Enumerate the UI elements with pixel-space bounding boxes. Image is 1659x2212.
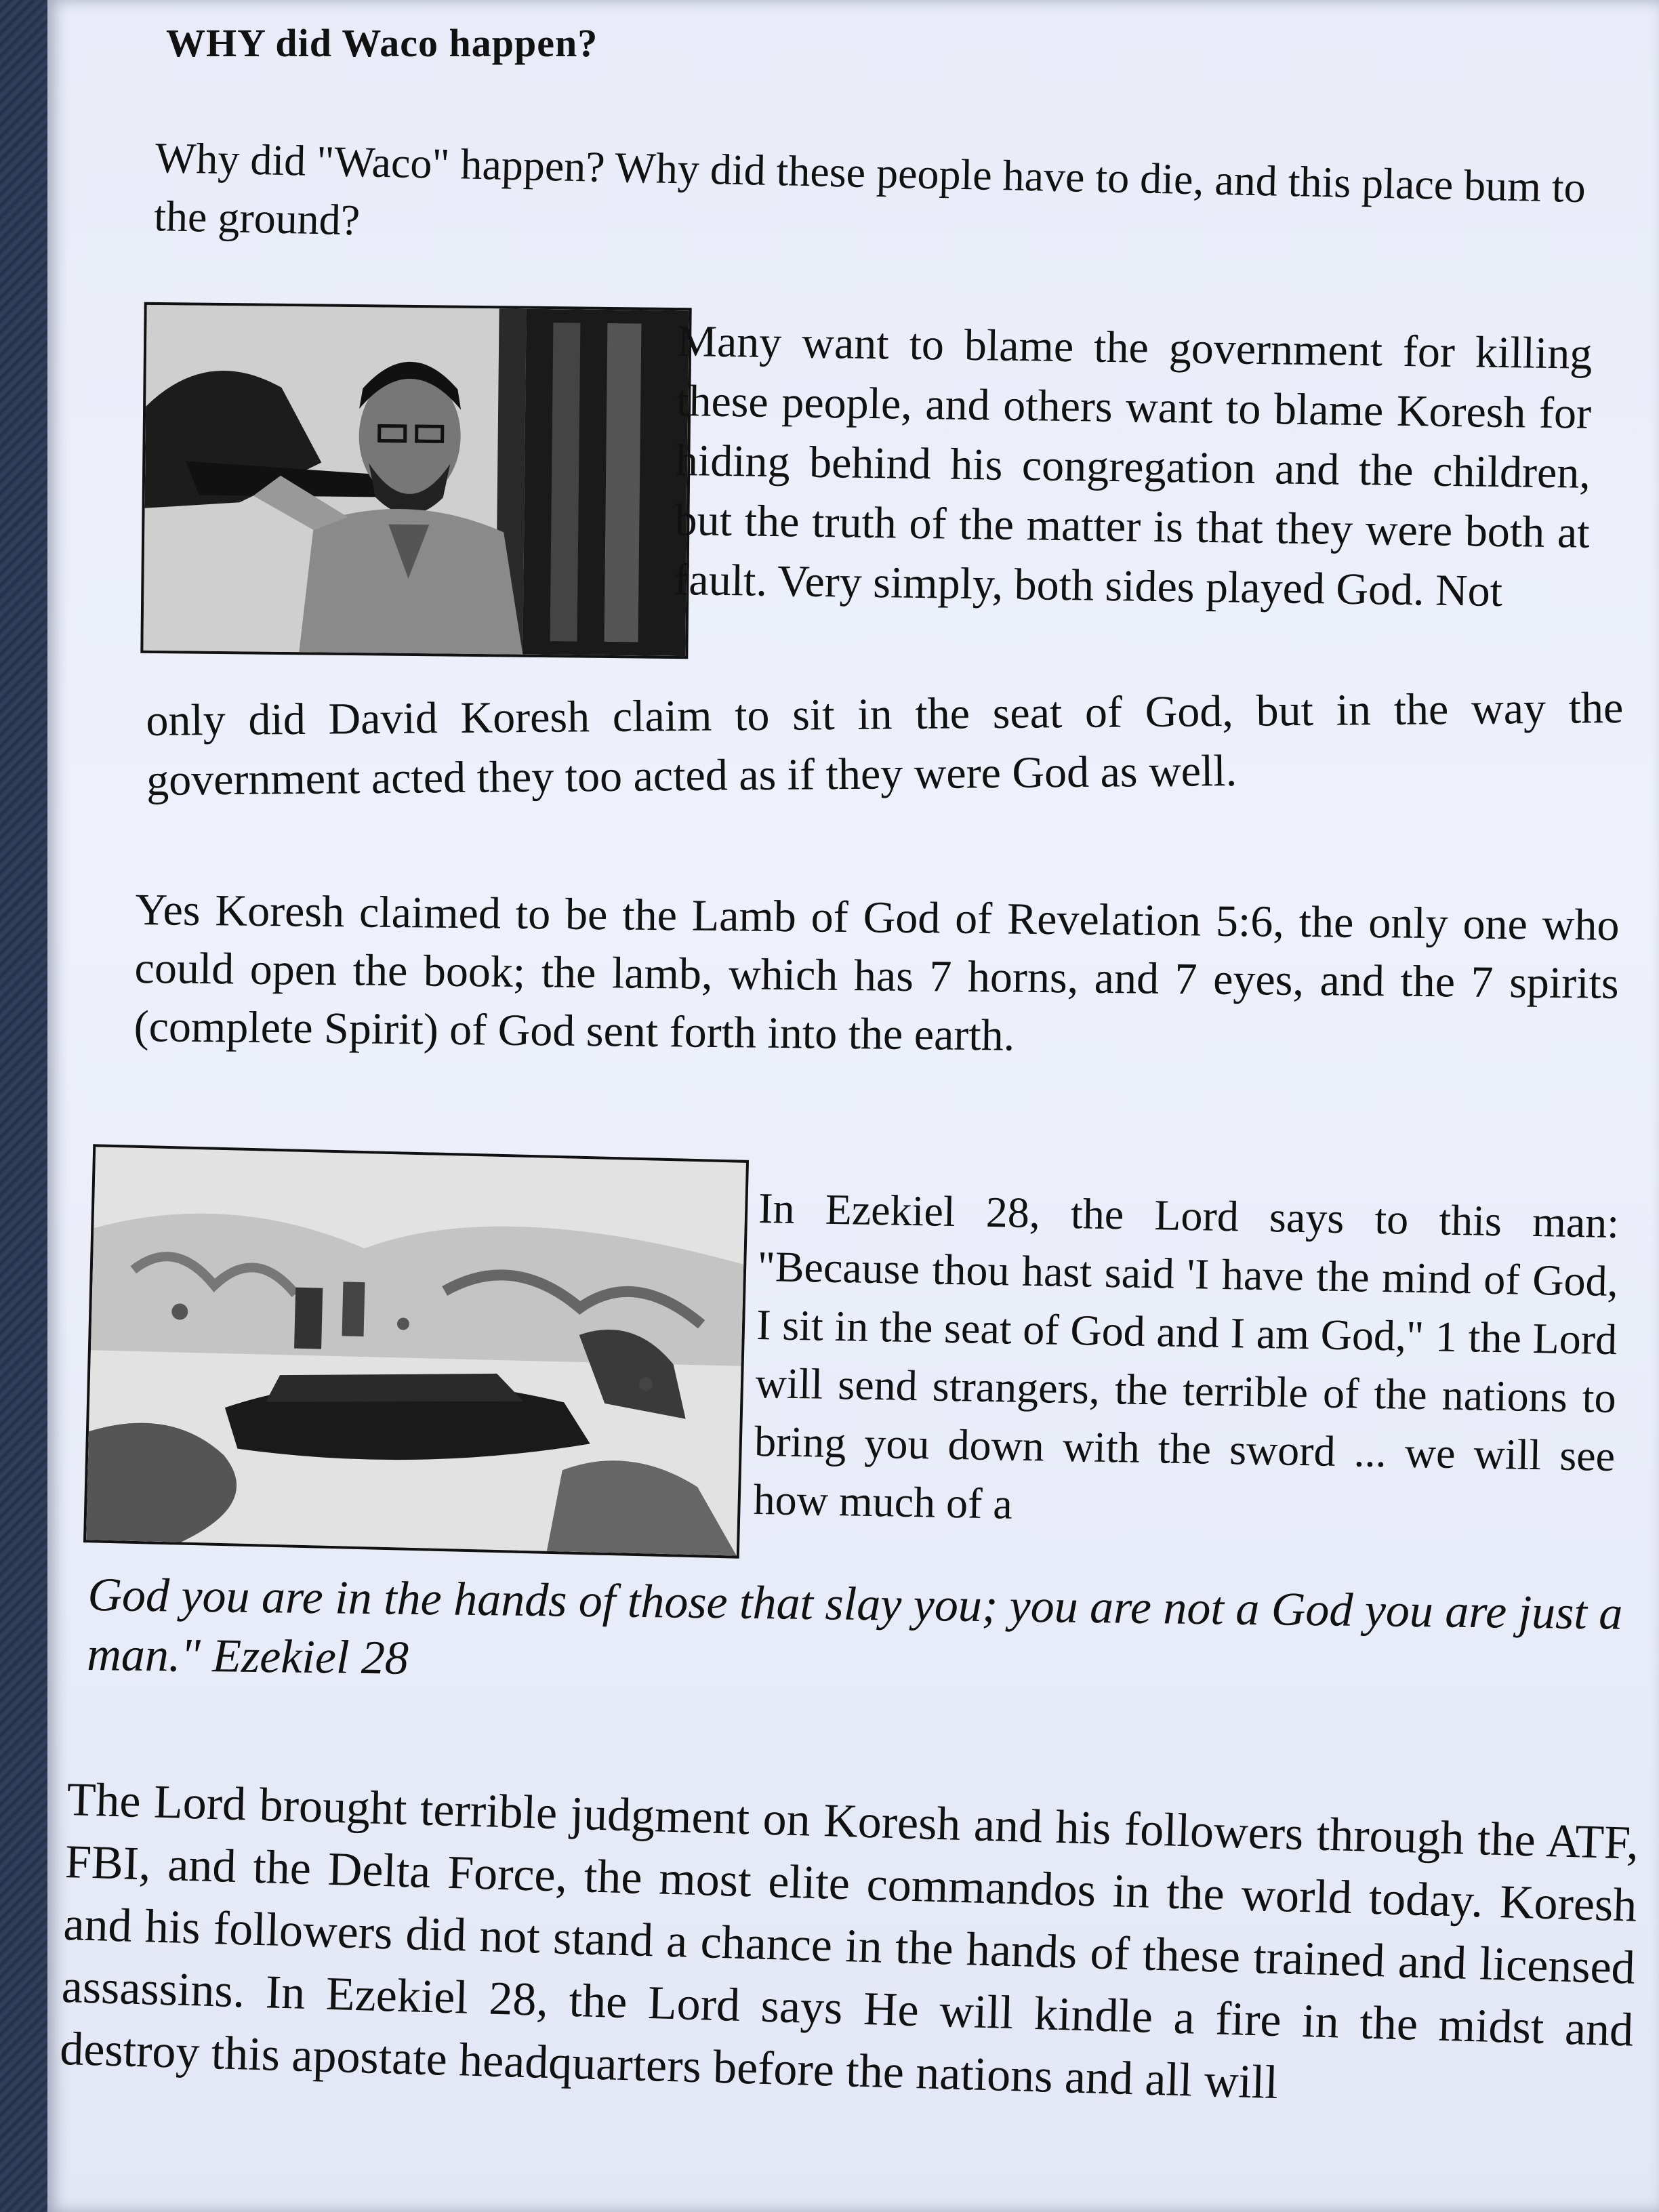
- koresh-photo: [140, 302, 691, 659]
- paragraph-lamb: Yes Koresh claimed to be the Lamb of God of Revelation 5:6, the only one who could open the book; the lamb, which has 7 horns, and 7 eyes, and the 7 spirits (complete Spirit) of God sent forth into the earth.: [134, 884, 1620, 1061]
- paragraph-blame-wrap: Many want to blame the government for killing these people, and others want to blame Koresh for hiding behind his congregation and the children, but the truth of the matter is that they were both at fault. Very simply, both sides played God. Not: [673, 316, 1593, 617]
- paragraph-ezekiel-wrap: In Ezekiel 28, the Lord says to this man: "Because thou hast said 'I have the mind of God, I sit in the seat of God and I am God," 1 the Lord will send strangers, the terrible of the nations to bring you down with the sword ... we will see how much of a: [753, 1183, 1620, 1528]
- paragraph-ezekiel-full: God you are in the hands of those that slay you; you are not a God you are just a man." Ezekiel 28: [86, 1568, 1623, 1685]
- intro-paragraph: Why did "Waco" happen? Why did these people have to die, and this place bum to the ground?: [153, 133, 1586, 245]
- page-heading: WHY did Waco happen?: [166, 21, 598, 65]
- paragraph-blame-full: only did David Koresh claim to sit in the seat of God, but in the way the government acted they too acted as if they were God as well.: [146, 682, 1624, 805]
- compound-fire-photo: [83, 1144, 749, 1558]
- paragraph-judgment: The Lord brought terrible judgment on Koresh and his followers through the ATF, FBI, and the Delta Force, the most elite commandos in the world today. Koresh and his followers did not stand a chance in the hands of these trained and licensed assassins. In Ezekiel 28, the Lord says He will kindle a fire in the midst and destroy this apostate headquarters before the nations and all will: [59, 1773, 1639, 2110]
- document-page: [47, 0, 1659, 2212]
